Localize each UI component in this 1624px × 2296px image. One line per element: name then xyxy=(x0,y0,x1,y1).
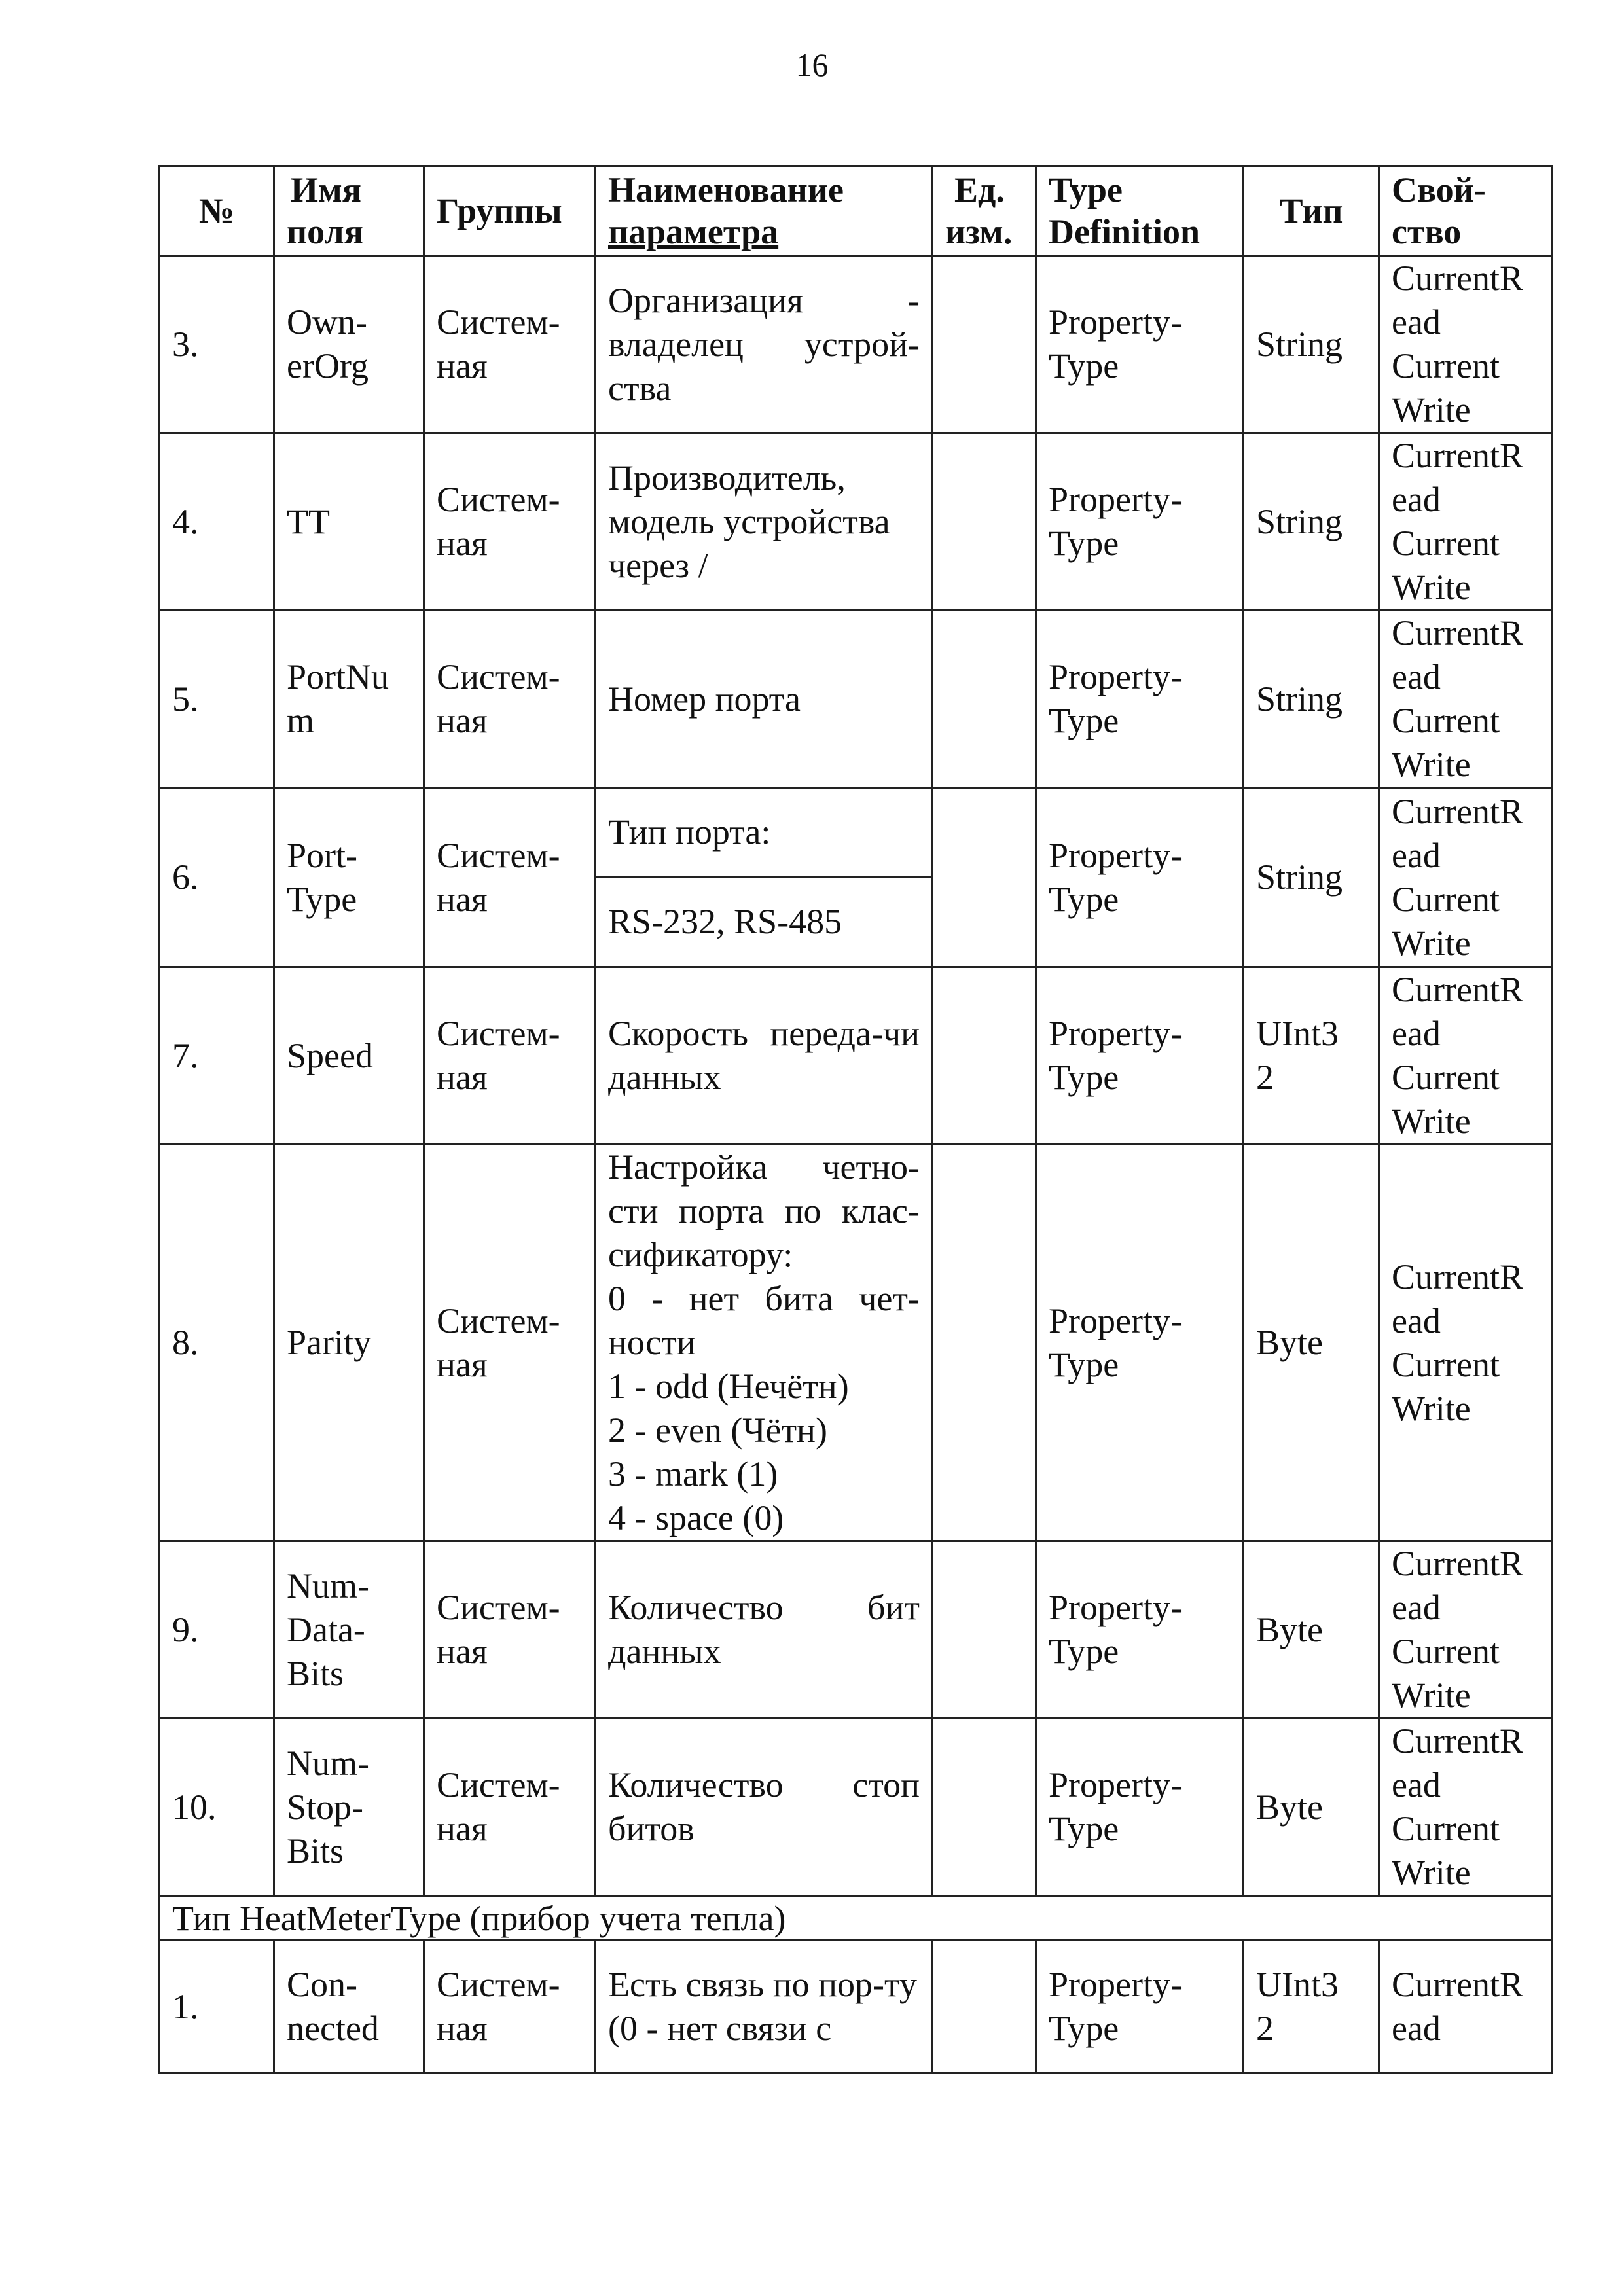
cell-num-text: 6. xyxy=(172,857,199,897)
cell-field-text: Parity xyxy=(287,1323,371,1362)
cell-prop-text: CurrentR ead Current Write xyxy=(1392,436,1523,607)
cell-param-text: Настройка четно-сти порта по клас-сификатору: 0 - нет бита чет-ности 1 - odd (Нечётн) 2 - even (Чётн) 3 - mark (1) 4 - space (0) xyxy=(608,1147,920,1537)
page-number: 16 xyxy=(795,46,829,83)
cell-typedef-text: Property- Type xyxy=(1049,657,1182,740)
cell-group xyxy=(424,788,596,967)
cell-type-text: Byte xyxy=(1256,1323,1323,1362)
cell-field xyxy=(274,788,424,967)
cell-typedef xyxy=(1036,256,1244,433)
cell-group xyxy=(424,1941,596,2073)
cell-typedef-text: Property- Type xyxy=(1049,302,1182,386)
table-row xyxy=(160,967,1553,1145)
table-row xyxy=(160,1145,1553,1541)
cell-prop xyxy=(1379,256,1553,433)
cell-param xyxy=(596,1145,933,1541)
cell-group xyxy=(424,1541,596,1719)
cell-param xyxy=(596,967,933,1145)
cell-group-text: Систем- ная xyxy=(437,657,560,740)
cell-group-text: Систем- ная xyxy=(437,1765,560,1848)
cell-num-text: 9. xyxy=(172,1609,199,1649)
cell-param-text: Есть связь по пор-ту (0 - нет связи с xyxy=(608,1965,917,2048)
cell-prop-text: CurrentR ead Current Write xyxy=(1392,970,1523,1141)
cell-group-text: Систем- ная xyxy=(437,302,560,386)
cell-field-text: TT xyxy=(287,501,330,541)
cell-num xyxy=(160,611,274,788)
cell-param xyxy=(596,611,933,788)
cell-field-text: Con- nected xyxy=(287,1965,379,2048)
cell-type-text: UInt3 2 xyxy=(1256,1965,1339,2048)
cell-type-text: String xyxy=(1256,324,1343,364)
cell-param xyxy=(596,788,933,967)
cell-group-text: Систем- ная xyxy=(437,1300,560,1384)
cell-num-text: 4. xyxy=(172,501,199,541)
cell-typedef xyxy=(1036,967,1244,1145)
cell-num xyxy=(160,1145,274,1541)
cell-typedef-text: Property- Type xyxy=(1049,480,1182,563)
cell-param-text: Производитель, модель устройства через / xyxy=(608,457,890,585)
cell-field-text: PortNu m xyxy=(287,657,389,740)
cell-typedef xyxy=(1036,611,1244,788)
cell-group xyxy=(424,611,596,788)
cell-group-text: Систем- ная xyxy=(437,1588,560,1671)
cell-field-text: Own- erOrg xyxy=(287,302,369,386)
cell-unit xyxy=(933,1941,1036,2073)
header-typedef-line2: Definition xyxy=(1049,212,1200,251)
cell-typedef-text: Property- Type xyxy=(1049,1588,1182,1671)
cell-field-text: Num- Stop- Bits xyxy=(287,1743,369,1871)
cell-prop xyxy=(1379,611,1553,788)
header-field-name xyxy=(274,166,424,256)
cell-field-text: Port- Type xyxy=(287,835,357,919)
cell-field xyxy=(274,1541,424,1719)
table-row xyxy=(160,256,1553,433)
cell-type xyxy=(1244,433,1379,611)
cell-num-text: 10. xyxy=(172,1787,217,1827)
cell-typedef xyxy=(1036,1541,1244,1719)
cell-param-text: Скорость переда-чи данных xyxy=(608,1014,920,1097)
cell-num-text: 8. xyxy=(172,1323,199,1362)
cell-field xyxy=(274,611,424,788)
cell-param xyxy=(596,256,933,433)
cell-unit xyxy=(933,433,1036,611)
header-num: № xyxy=(160,166,274,256)
cell-type xyxy=(1244,611,1379,788)
cell-num xyxy=(160,788,274,967)
header-typedef-line1: Type xyxy=(1049,170,1123,209)
header-prop-line2: ство xyxy=(1392,212,1462,251)
table-row xyxy=(160,433,1553,611)
cell-typedef-text: Property- Type xyxy=(1049,835,1182,919)
cell-field xyxy=(274,1941,424,2073)
cell-num-text: 1. xyxy=(172,1986,199,2026)
header-param-line2: параметра xyxy=(608,212,779,251)
cell-unit xyxy=(933,967,1036,1145)
table-row xyxy=(160,1541,1553,1719)
cell-param-text: Количество бит данных xyxy=(608,1588,920,1671)
cell-param-text: Тип порта: xyxy=(596,789,931,878)
header-unit-line2: изм. xyxy=(945,212,1013,251)
cell-group xyxy=(424,967,596,1145)
cell-param-subtext: RS-232, RS-485 xyxy=(608,902,842,941)
cell-prop-text: CurrentR ead Current Write xyxy=(1392,1721,1523,1892)
cell-unit xyxy=(933,1541,1036,1719)
cell-field xyxy=(274,1719,424,1896)
cell-field-text: Speed xyxy=(287,1035,373,1075)
cell-prop xyxy=(1379,788,1553,967)
cell-typedef-text: Property- Type xyxy=(1049,1014,1182,1097)
cell-typedef-text: Property- Type xyxy=(1049,1765,1182,1848)
cell-type-text: Byte xyxy=(1256,1787,1323,1827)
cell-field xyxy=(274,967,424,1145)
cell-prop-text: CurrentR ead Current Write xyxy=(1392,259,1523,429)
cell-type-text: String xyxy=(1256,857,1343,897)
cell-type-text: String xyxy=(1256,679,1343,719)
cell-typedef xyxy=(1036,1719,1244,1896)
cell-type-text: String xyxy=(1256,501,1343,541)
section-title-row xyxy=(160,1896,1553,1941)
cell-num xyxy=(160,256,274,433)
cell-param-text: Количество стоп битов xyxy=(608,1765,920,1848)
cell-group-text: Систем- ная xyxy=(437,1965,560,2048)
cell-type-text: Byte xyxy=(1256,1609,1323,1649)
cell-param xyxy=(596,1541,933,1719)
cell-unit xyxy=(933,1719,1036,1896)
parameter-table xyxy=(158,165,1553,2074)
cell-num-text: 7. xyxy=(172,1035,199,1075)
header-param-name xyxy=(596,166,933,256)
cell-prop-text: CurrentR ead Current Write xyxy=(1392,613,1523,784)
header-type-definition xyxy=(1036,166,1244,256)
cell-prop xyxy=(1379,1719,1553,1896)
cell-prop-text: CurrentR ead Current Write xyxy=(1392,1544,1523,1715)
cell-field xyxy=(274,433,424,611)
header-field-line2: поля xyxy=(287,212,363,251)
cell-num xyxy=(160,433,274,611)
cell-typedef-text: Property- Type xyxy=(1049,1300,1182,1384)
cell-typedef xyxy=(1036,1941,1244,2073)
cell-param xyxy=(596,433,933,611)
cell-type-text: UInt3 2 xyxy=(1256,1014,1339,1097)
cell-prop xyxy=(1379,967,1553,1145)
cell-type xyxy=(1244,967,1379,1145)
cell-num-text: 3. xyxy=(172,324,199,364)
cell-group xyxy=(424,1719,596,1896)
cell-typedef xyxy=(1036,788,1244,967)
cell-field xyxy=(274,1145,424,1541)
cell-group-text: Систем- ная xyxy=(437,835,560,919)
header-property xyxy=(1379,166,1553,256)
header-groups: Группы xyxy=(424,166,596,256)
cell-prop xyxy=(1379,1941,1553,2073)
cell-type xyxy=(1244,1145,1379,1541)
cell-prop-text: CurrentR ead Current Write xyxy=(1392,791,1523,963)
cell-prop xyxy=(1379,433,1553,611)
cell-param xyxy=(596,1719,933,1896)
table-row xyxy=(160,611,1553,788)
cell-unit xyxy=(933,788,1036,967)
cell-unit xyxy=(933,256,1036,433)
section-title: Тип HeatMeterType (прибор учета тепла) xyxy=(160,1896,1553,1941)
cell-group-text: Систем- ная xyxy=(437,1014,560,1097)
cell-type xyxy=(1244,788,1379,967)
cell-prop xyxy=(1379,1541,1553,1719)
table-row xyxy=(160,1719,1553,1896)
cell-param-text: Номер порта xyxy=(608,679,801,719)
cell-typedef xyxy=(1036,1145,1244,1541)
header-unit xyxy=(933,166,1036,256)
header-prop-line1: Свой- xyxy=(1392,170,1486,209)
cell-group xyxy=(424,256,596,433)
cell-type xyxy=(1244,256,1379,433)
cell-param-text: Организация - владелец устрой-ства xyxy=(608,280,920,408)
cell-field xyxy=(274,256,424,433)
cell-num xyxy=(160,1941,274,2073)
table-header-row xyxy=(160,166,1553,256)
cell-type xyxy=(1244,1719,1379,1896)
header-unit-line1: Ед. xyxy=(954,170,1005,209)
cell-group xyxy=(424,1145,596,1541)
header-type: Тип xyxy=(1244,166,1379,256)
cell-typedef-text: Property- Type xyxy=(1049,1965,1182,2048)
table-row xyxy=(160,788,1553,967)
cell-type xyxy=(1244,1941,1379,2073)
header-param-line1: Наименование xyxy=(608,170,844,209)
cell-group xyxy=(424,433,596,611)
cell-num xyxy=(160,967,274,1145)
cell-prop xyxy=(1379,1145,1553,1541)
header-field-line1: Имя xyxy=(291,170,361,209)
cell-prop-text: CurrentR ead Current Write xyxy=(1392,1257,1523,1428)
cell-prop-text: CurrentR ead xyxy=(1392,1965,1523,2048)
cell-unit xyxy=(933,611,1036,788)
table-row xyxy=(160,1941,1553,2073)
cell-group-text: Систем- ная xyxy=(437,480,560,563)
cell-param xyxy=(596,1941,933,2073)
cell-unit xyxy=(933,1145,1036,1541)
cell-num xyxy=(160,1541,274,1719)
cell-type xyxy=(1244,1541,1379,1719)
cell-num xyxy=(160,1719,274,1896)
cell-field-text: Num- Data- Bits xyxy=(287,1566,369,1693)
cell-num-text: 5. xyxy=(172,679,199,719)
cell-typedef xyxy=(1036,433,1244,611)
